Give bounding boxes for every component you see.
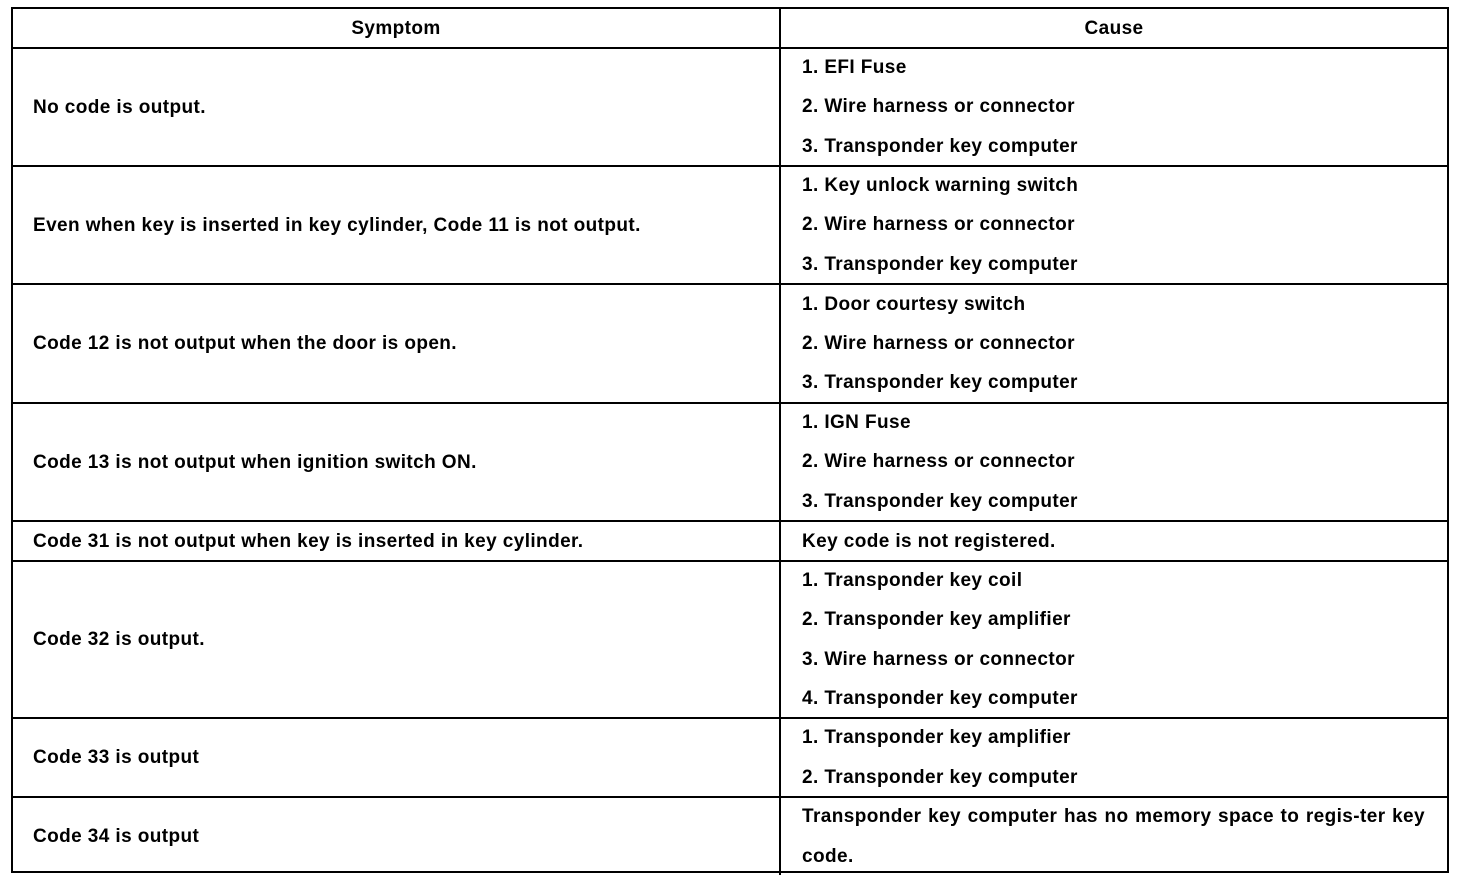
cause-item: 4. Transponder key computer	[802, 687, 1078, 709]
cause-cell	[781, 798, 1447, 875]
symptom-text: No code is output.	[33, 96, 206, 118]
cause-item: 1. Transponder key amplifier	[802, 727, 1071, 749]
symptom-cell	[13, 522, 781, 562]
cause-item: 2. Transponder key computer	[802, 766, 1078, 788]
cause-item: 3. Wire harness or connector	[802, 648, 1075, 670]
symptom-text: Code 32 is output.	[33, 629, 205, 650]
cause-item: 3. Transponder key computer	[802, 135, 1078, 157]
cause-item: 1. Key unlock warning switch	[802, 175, 1079, 197]
symptom-text: Code 31 is not output when key is inserted in key cylinder.	[33, 530, 584, 552]
cause-item: 2. Wire harness or connector	[802, 96, 1075, 118]
symptom-cause-table	[11, 7, 1449, 873]
cause-text: Transponder key computer has no memory space to regis-ter key code.	[802, 805, 1425, 867]
cause-item: 2. Wire harness or connector	[802, 451, 1075, 473]
cause-item: 2. Wire harness or connector	[802, 332, 1075, 354]
cause-item: 1. IGN Fuse	[802, 412, 911, 434]
cause-cell	[781, 285, 1447, 404]
cause-cell	[781, 167, 1447, 285]
symptom-text: Even when key is inserted in key cylinder, Code 11 is not output.	[33, 214, 641, 236]
header-symptom	[13, 9, 781, 49]
cause-item: 2. Transponder key amplifier	[802, 609, 1071, 631]
cause-cell	[781, 719, 1447, 798]
cause-cell	[781, 49, 1447, 167]
cause-item: 3. Transponder key computer	[802, 372, 1078, 394]
cause-item: 1. Transponder key coil	[802, 569, 1023, 591]
cause-cell	[781, 404, 1447, 522]
header-symptom-label: Symptom	[351, 17, 441, 39]
cause-item: 3. Transponder key computer	[802, 253, 1078, 275]
cause-item: 3. Transponder key computer	[802, 490, 1078, 512]
symptom-text: Code 33 is output	[33, 747, 200, 768]
symptom-cell	[13, 562, 781, 719]
symptom-text: Code 34 is output	[33, 826, 200, 847]
symptom-text: Code 12 is not output when the door is open.	[33, 333, 457, 354]
cause-text: Key code is not registered.	[802, 530, 1056, 552]
cause-cell	[781, 562, 1447, 719]
symptom-cell	[13, 285, 781, 404]
cause-item: 1. EFI Fuse	[802, 57, 907, 79]
cause-item: 1. Door courtesy switch	[802, 293, 1026, 315]
header-cause	[781, 9, 1447, 49]
symptom-cell	[13, 719, 781, 798]
symptom-text: Code 13 is not output when ignition switch ON.	[33, 451, 477, 473]
symptom-cell	[13, 798, 781, 875]
symptom-cell	[13, 404, 781, 522]
symptom-cell	[13, 167, 781, 285]
symptom-cell	[13, 49, 781, 167]
header-cause-label: Cause	[1084, 17, 1144, 39]
cause-cell	[781, 522, 1447, 562]
cause-item: 2. Wire harness or connector	[802, 214, 1075, 236]
